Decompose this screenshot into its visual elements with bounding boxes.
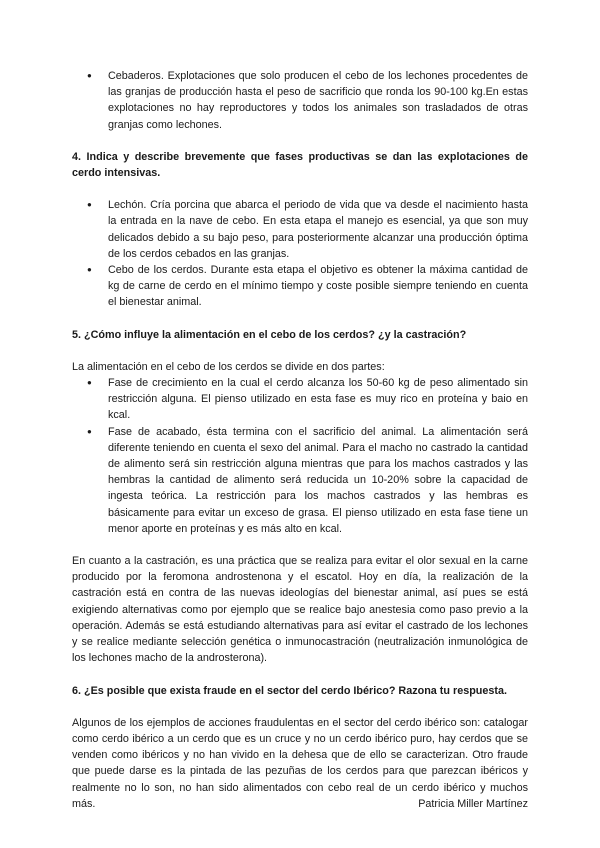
list-item: ● Cebo de los cerdos. Durante esta etapa el objetivo es obtener la máxima cantidad de kg de carne de cerdo en el mínimo tiempo y coste posible siempre teniendo en cuenta el bienestar animal.	[72, 262, 528, 311]
list-item: ● Lechón. Cría porcina que abarca el periodo de vida que va desde el nacimiento hasta la entrada en la nave de cebo. En esta etapa el manejo es esencial, ya que son muy delicados debido a su bajo peso, para posteriormente alcanzar una producción óptima de los cerdos cebados en las granjas.	[72, 197, 528, 262]
phases-list	[72, 197, 528, 310]
castration-paragraph: En cuanto a la castración, es una práctica que se realiza para evitar el olor sexual en la carne producido por la feromona androstenona y el escatol. Hoy en día, la realización de la castración está en contra de las nuevas ideologías del bienestar animal, así pues se está exigiendo alternativas como por ejemplo que se realice bajo anestesia como paso previo a la operación. Además se está estudiando alternativas para así evitar el castrado de los lechones y se realice mediante selección genética o inmunocastración (neutralización inmunológica de los lechones macho de la androsterona).	[72, 555, 528, 665]
feeding-lead: La alimentación en el cebo de los cerdos se divide en dos partes:	[72, 360, 385, 373]
section-heading-6: 6. ¿Es posible que exista fraude en el sector del cerdo Ibérico? Razona tu respuesta.	[72, 684, 508, 697]
footer-author: Patricia Miller Martínez	[418, 798, 528, 810]
list-item: ● Fase de crecimiento en la cual el cerdo alcanza los 50-60 kg de peso alimentado sin restricción alguna. El pienso utilizado en esta fase es muy rico en proteína y baio en kcal.	[72, 375, 528, 424]
section-heading-4: 4. Indica y describe brevemente que fases productivas se dan las explotaciones de cerdo intensivas.	[72, 150, 528, 180]
list-item: ● Fase de acabado, ésta termina con el sacrificio del animal. La alimentación será diferente teniendo en cuenta el sexo del animal. Para el macho no castrado la cantidad de alimento será sin restricción alguna mientras que para los machos castrados y las hembras la cantidad de alimento será reducida un 10-20% sobre la capacidad de ingesta teórica. La restricción para los machos castrados y las hembras es básicamente para evitar un exceso de grasa. El pienso utilizado en esta fase tiene un menor aporte en proteínas y es más alto en kcal.	[72, 424, 528, 537]
document-body	[72, 68, 528, 812]
fraud-paragraph: Algunos de los ejemplos de acciones fraudulentas en el sector del cerdo ibérico son: catalogar como cerdo ibérico a un cerdo que es un cruce y no un cerdo ibérico puro, hay cerdos que se venden como ibéricos y no han vivido en la dehesa que de ello se caracterizan. Otro fraude que puede darse es la pintada de las pezuñas de los cerdos para que parezcan ibéricos y realmente no lo son, no han sido alimentados con cebo real de un cerdo ibérico y muchos más.	[72, 716, 528, 810]
list-item: ● Cebaderos. Explotaciones que solo producen el cebo de los lechones procedentes de las granjas de producción hasta el peso de sacrificio que ronda los 90-100 kg.En estas explotaciones no hay reproductores y todos los animales son trasladados de otras granjas como lechones.	[72, 68, 528, 133]
section-heading-5: 5. ¿Cómo influye la alimentación en el cebo de los cerdos? ¿y la castración?	[72, 328, 467, 341]
feeding-list	[72, 375, 528, 537]
intro-list	[72, 68, 528, 133]
